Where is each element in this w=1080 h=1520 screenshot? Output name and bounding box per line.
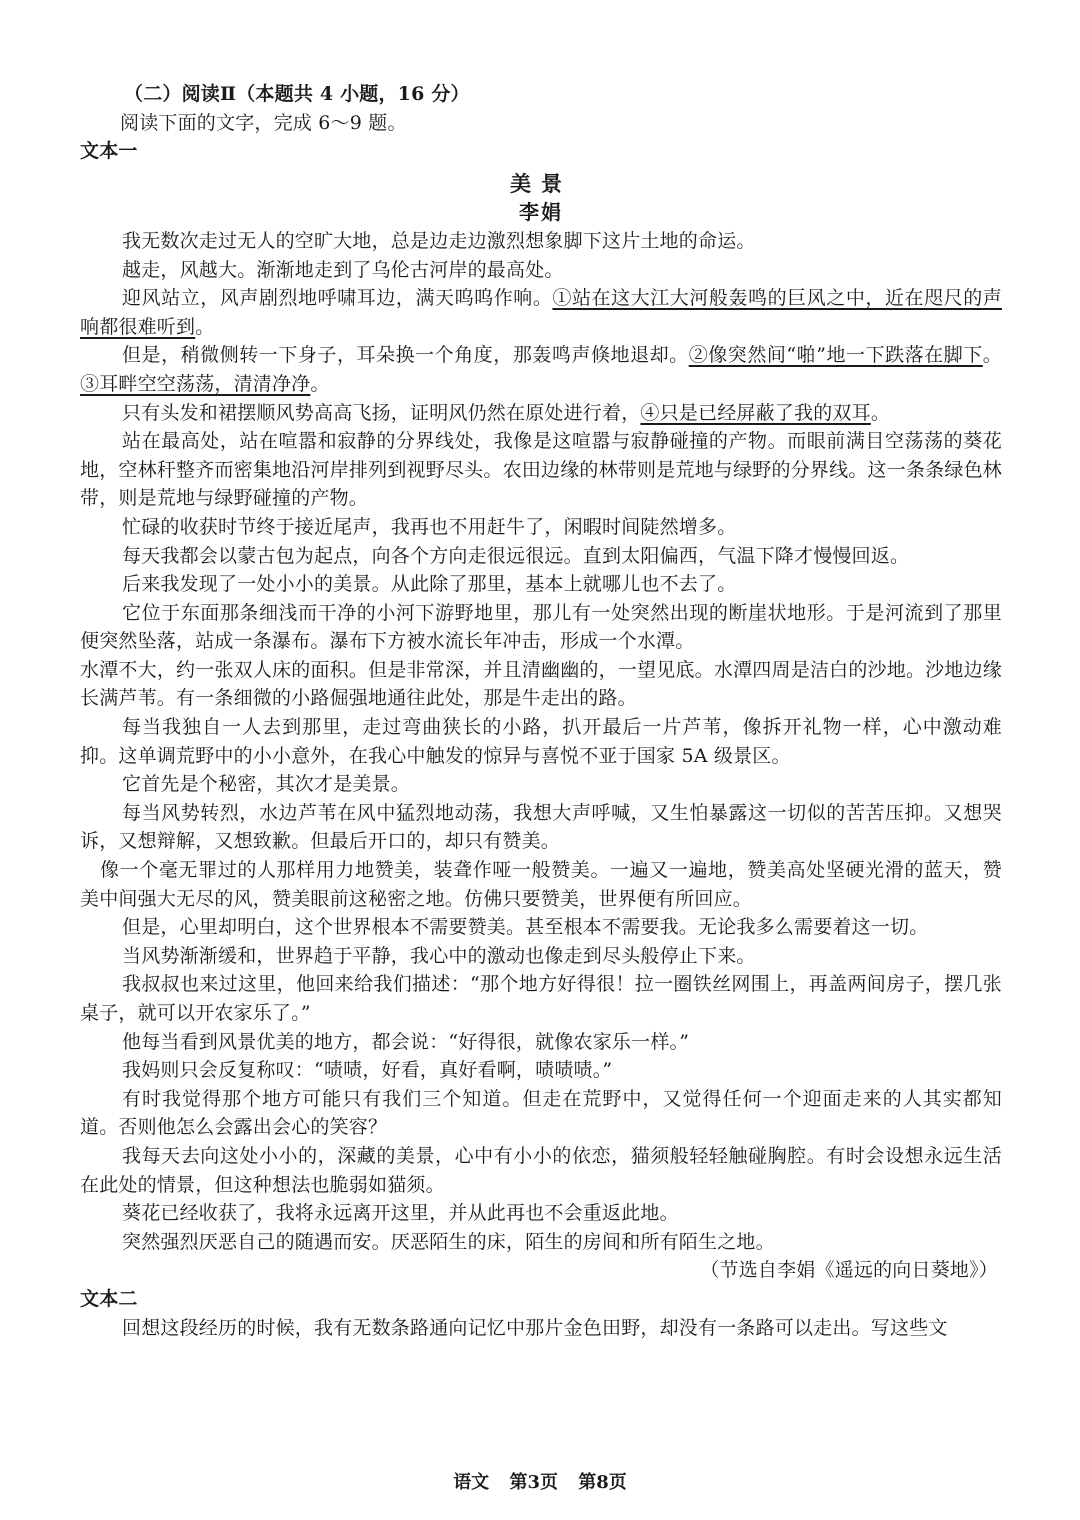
footer-total: 第8页 xyxy=(578,1472,627,1493)
text-run: 。 xyxy=(870,401,891,424)
paragraph xyxy=(80,284,1002,341)
paragraph: 突然强烈厌恶自己的随遇而安。厌恶陌生的床，陌生的房间和所有陌生之地。 xyxy=(122,1230,775,1253)
paragraph: 它首先是个秘密，其次才是美景。 xyxy=(122,773,411,796)
article-author: 李娟 xyxy=(519,200,563,225)
underlined-sentence-3: ③耳畔空空荡荡，清清净净 xyxy=(80,372,311,395)
paragraph: 每当风势转烈，水边芦苇在风中猛烈地动荡，我想大声呼喊，又生怕暴露这一切似的苦苦压抑。又想哭诉，又想辩解，又想致歉。但最后开口的，却只有赞美。 xyxy=(80,801,1002,853)
paragraph: 我叔叔也来过这里，他回来给我们描述：“那个地方好得很！拉一圈铁丝网围上，再盖两间房子，摆几张桌子，就可以开农家乐了。” xyxy=(80,973,1002,1024)
paragraph: 它位于东面那条细浅而干净的小河下游野地里，那儿有一处突然出现的断崖状地形。于是河流到了那里便突然坠落，站成一条瀑布。瀑布下方被水流长年冲击，形成一个水潭。 xyxy=(80,601,1002,653)
paragraph: 像一个毫无罪过的人那样用力地赞美，装聋作哑一般赞美。一遍又一遍地，赞美高处坚硬光滑的蓝天，赞美中间强大无尽的风，赞美眼前这秘密之地。仿佛只要赞美，世界便有所回应。 xyxy=(80,859,1002,910)
text2-label: 文本二 xyxy=(80,1287,138,1310)
paragraph: 葵花已经收获了，我将永远离开这里，并从此再也不会重返此地。 xyxy=(122,1202,679,1225)
underlined-sentence-1: ①站在这大江大河般轰鸣的巨风之中，近在咫尺的声响都很难听到 xyxy=(80,287,1002,338)
footer-page: 第3页 xyxy=(509,1472,558,1493)
text-run: 。 xyxy=(982,344,1002,367)
paragraph: 我无数次走过无人的空旷大地，总是边走边激烈想象脚下这片土地的命运。 xyxy=(122,229,756,252)
paragraph: 站在最高处，站在喧嚣和寂静的分界线处，我像是这喧嚣与寂静碰撞的产物。而眼前满目空荡荡的葵花地，空林秆整齐而密集地沿河岸排列到视野尽头。农田边缘的林带则是荒地与绿野的分界线。这一条条绿色林带，则是荒地与绿野碰撞的产物。 xyxy=(80,430,1002,510)
article-title: 美景 xyxy=(510,170,572,196)
underlined-sentence-2: ②像突然间“啪”地一下跌落在脚下 xyxy=(688,344,983,367)
section-header: （二）阅读Ⅱ（本题共 4 小题，16 分） xyxy=(124,83,470,105)
text-run: 但是，稍微侧转一下身子，耳朵换一个角度，那轰鸣声倏地退却。 xyxy=(122,344,689,367)
paragraph: 我妈则只会反复称叹：“啧啧，好看，真好看啊，啧啧啧。” xyxy=(122,1059,613,1082)
source-note: （节选自李娟《遥远的向日葵地》） xyxy=(700,1259,998,1282)
footer-subject: 语文 xyxy=(453,1472,490,1493)
paragraph: 我每天去向这处小小的，深藏的美景，心中有小小的依恋，猫须般轻轻触碰胸腔。有时会设想永远生活在此处的情景，但这种想法也脆弱如猫须。 xyxy=(80,1144,1002,1196)
instruction: 阅读下面的文字，完成 6～9 题。 xyxy=(120,111,407,134)
paragraph xyxy=(80,399,1002,428)
paragraph: 忙碌的收获时节终于接近尾声，我再也不用赶牛了，闲暇时间陡然增多。 xyxy=(122,515,737,538)
paragraph: 他每当看到风景优美的地方，都会说：“好得很，就像农家乐一样。” xyxy=(122,1030,690,1053)
underlined-sentence-4: ④只是已经屏蔽了我的双耳 xyxy=(640,401,871,424)
text-run: 只有头发和裙摆顺风势高高飞扬，证明风仍然在原处进行着， xyxy=(122,401,641,424)
paragraph: 水潭不大，约一张双人床的面积。但是非常深，并且清幽幽的，一望见底。水潭四周是洁白的沙地。沙地边缘长满芦苇。有一条细微的小路倔强地通往此处，那是牛走出的路。 xyxy=(80,658,1002,710)
paragraph: 有时我觉得那个地方可能只有我们三个知道。但走在荒野中，又觉得任何一个迎面走来的人其实都知道。否则他怎么会露出会心的笑容？ xyxy=(80,1087,1002,1139)
text-run: 迎风站立，风声剧烈地呼啸耳边，满天呜呜作响。 xyxy=(122,287,553,310)
paragraph xyxy=(80,341,1002,398)
paragraph: 但是，心里却明白，这个世界根本不需要赞美。甚至根本不需要我。无论我多么需要着这一切。 xyxy=(122,916,929,939)
text-run: 。 xyxy=(310,372,330,395)
paragraph: 每天我都会以蒙古包为起点，向各个方向走很远很远。直到太阳偏西，气温下降才慢慢回返。 xyxy=(122,544,910,567)
text2-paragraph: 回想这段经历的时候，我有无数条路通向记忆中那片金色田野，却没有一条路可以走出。写这些文 xyxy=(122,1316,948,1339)
exam-page xyxy=(80,80,1002,1342)
paragraph: 后来我发现了一处小小的美景。从此除了那里，基本上就哪儿也不去了。 xyxy=(122,573,737,596)
text-run: 。 xyxy=(195,315,215,338)
paragraph: 越走，风越大。渐渐地走到了乌伦古河岸的最高处。 xyxy=(122,258,564,281)
paragraph: 当风势渐渐缓和，世界趋于平静，我心中的激动也像走到尽头般停止下来。 xyxy=(122,944,756,967)
paragraph: 每当我独自一人去到那里，走过弯曲狭长的小路，扒开最后一片芦苇，像拆开礼物一样，心中激动难抑。这单调荒野中的小小意外，在我心中触发的惊异与喜悦不亚于国家 5A 级景区。 xyxy=(80,716,1002,767)
text1-label: 文本一 xyxy=(80,140,138,163)
page-footer xyxy=(0,1468,1080,1494)
